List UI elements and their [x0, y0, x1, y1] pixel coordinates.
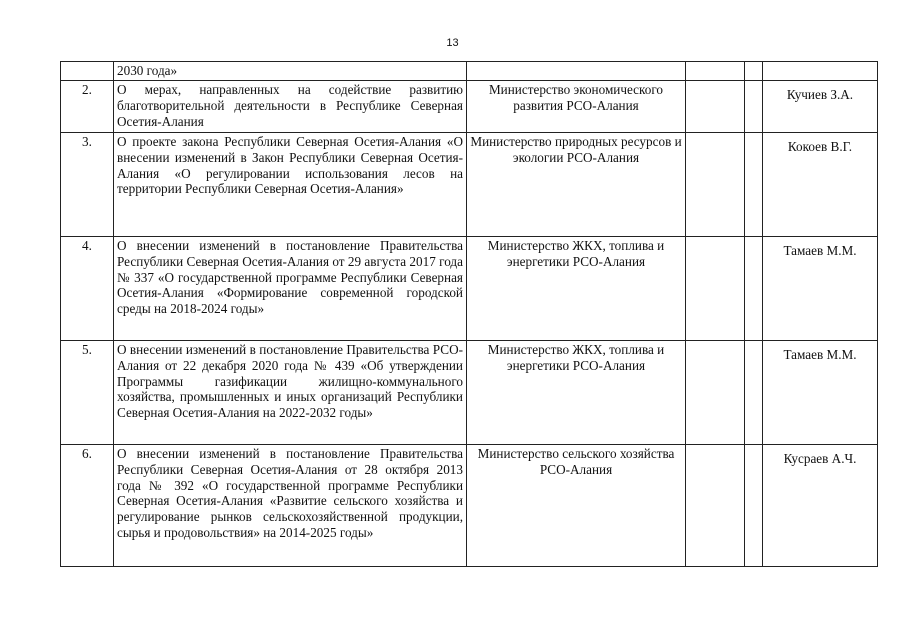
row-curator: Кусраев А.Ч. [763, 445, 878, 567]
row-curator: Кокоев В.Г. [763, 133, 878, 237]
row-number: 5. [61, 341, 114, 445]
row-topic: О проекте закона Республики Северная Осетия-Алания «О внесении изменений в Закон Республики Северная Осетия-Алания «О регулировании использования лесов на территории Республики Северная Осетия-Алания» [114, 133, 467, 237]
table-row [61, 237, 878, 341]
row-extra-2 [745, 341, 763, 445]
table-row [61, 445, 878, 567]
table-row [61, 133, 878, 237]
row-curator [763, 62, 878, 81]
table-row [61, 341, 878, 445]
row-ministry: Министерство сельского хозяйства РСО-Алания [467, 445, 686, 567]
row-extra-2 [745, 81, 763, 133]
row-extra-1 [686, 133, 745, 237]
row-ministry [467, 62, 686, 81]
row-extra-1 [686, 341, 745, 445]
row-extra-2 [745, 133, 763, 237]
row-topic: 2030 года» [114, 62, 467, 81]
row-curator: Тамаев М.М. [763, 341, 878, 445]
row-ministry: Министерство ЖКХ, топлива и энергетики РСО-Алания [467, 237, 686, 341]
row-topic: О внесении изменений в постановление Правительства РСО-Алания от 22 декабря 2020 года № 439 «Об утверждении Программы газификации жилищно-коммунального хозяйства, промышленных и иных организаций Республики Северная Осетия-Алания на 2022-2032 годы» [114, 341, 467, 445]
row-extra-1 [686, 445, 745, 567]
row-topic: О внесении изменений в постановление Правительства Республики Северная Осетия-Алания от 29 августа 2017 года № 337 «О государственной программе Республики Северная Осетия-Алания «Формирование современной городской среды на 2018-2024 годы» [114, 237, 467, 341]
row-extra-2 [745, 237, 763, 341]
row-curator: Тамаев М.М. [763, 237, 878, 341]
row-ministry: Министерство ЖКХ, топлива и энергетики РСО-Алания [467, 341, 686, 445]
row-ministry: Министерство природных ресурсов и экологии РСО-Алания [467, 133, 686, 237]
row-number [61, 62, 114, 81]
row-number: 6. [61, 445, 114, 567]
row-number: 3. [61, 133, 114, 237]
agenda-table [60, 61, 878, 567]
table-row [61, 62, 878, 81]
row-extra-2 [745, 62, 763, 81]
row-number: 4. [61, 237, 114, 341]
row-extra-1 [686, 237, 745, 341]
table-row [61, 81, 878, 133]
row-extra-1 [686, 62, 745, 81]
row-number: 2. [61, 81, 114, 133]
row-topic: О внесении изменений в постановление Правительства Республики Северная Осетия-Алания от 28 октября 2013 года № 392 «О государственной программе Республики Северная Осетия-Алания «Развитие сельского хозяйства и регулирование рынков сельскохозяйственной продукции, сырья и продовольствия» на 2014-2025 годы» [114, 445, 467, 567]
row-topic: О мерах, направленных на содействие развитию благотворительной деятельности в Республике Северная Осетия-Алания [114, 81, 467, 133]
page-number: 13 [446, 37, 459, 49]
row-ministry: Министерство экономического развития РСО-Алания [467, 81, 686, 133]
row-extra-1 [686, 81, 745, 133]
row-curator: Кучиев З.А. [763, 81, 878, 133]
row-extra-2 [745, 445, 763, 567]
